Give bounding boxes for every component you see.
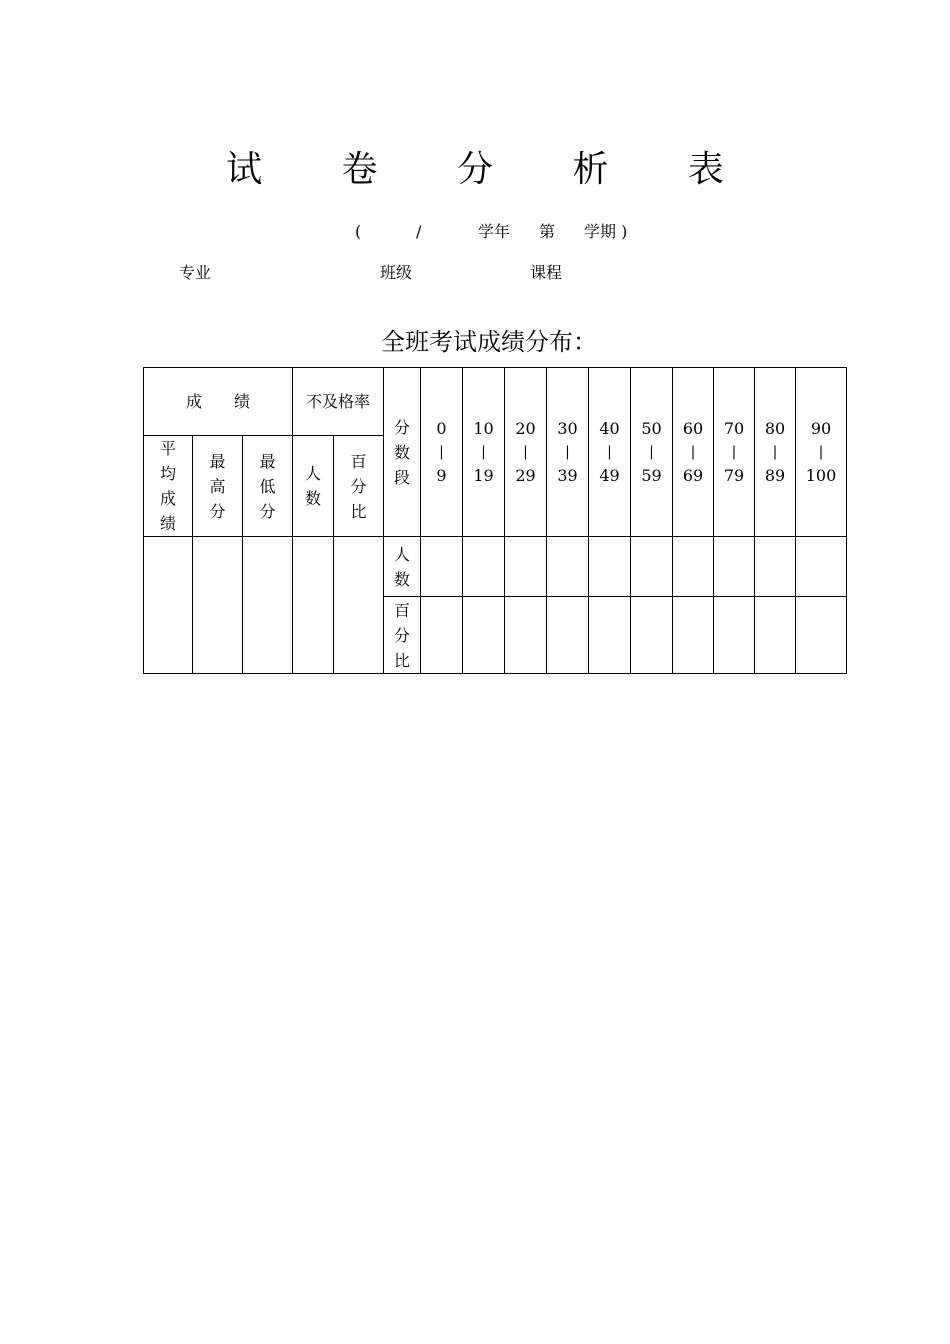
range-header: 70 | 79 <box>714 368 755 537</box>
percent-cell[interactable] <box>589 597 631 674</box>
count-cell[interactable] <box>714 537 755 597</box>
term-semester: 学期 ) <box>584 222 628 241</box>
row-label-count: 人 数 <box>384 537 421 597</box>
field-course-label: 课程 <box>530 263 563 282</box>
range-header: 30 | 39 <box>547 368 589 537</box>
percent-cell[interactable] <box>463 597 505 674</box>
range-header: 40 | 49 <box>589 368 631 537</box>
count-cell[interactable] <box>505 537 547 597</box>
term-ordinal: 第 <box>539 222 556 241</box>
col-highest-score: 最 高 分 <box>193 436 243 537</box>
range-header: 90 | 100 <box>796 368 847 537</box>
count-cell[interactable] <box>589 537 631 597</box>
term-school-year: 学年 <box>478 222 511 241</box>
percent-cell[interactable] <box>421 597 463 674</box>
col-fail-percent: 百 分 比 <box>334 436 384 537</box>
count-cell[interactable] <box>463 537 505 597</box>
percent-cell[interactable] <box>631 597 673 674</box>
field-class-label: 班级 <box>380 263 413 282</box>
row-label-percent: 百 分 比 <box>384 597 421 674</box>
count-cell[interactable] <box>796 537 847 597</box>
fail-count-cell[interactable] <box>293 537 334 674</box>
highest-score-cell[interactable] <box>193 537 243 674</box>
count-cell[interactable] <box>673 537 714 597</box>
col-fail-count: 人 数 <box>293 436 334 537</box>
percent-cell[interactable] <box>505 597 547 674</box>
range-header: 10 | 19 <box>463 368 505 537</box>
range-header: 50 | 59 <box>631 368 673 537</box>
percent-cell[interactable] <box>714 597 755 674</box>
header-score: 成 绩 <box>144 368 293 436</box>
percent-cell[interactable] <box>796 597 847 674</box>
count-cell[interactable] <box>631 537 673 597</box>
col-average-score: 平 均 成 绩 <box>144 436 193 537</box>
header-fail-rate: 不及格率 <box>293 368 384 436</box>
lowest-score-cell[interactable] <box>243 537 293 674</box>
percent-cell[interactable] <box>755 597 796 674</box>
term-slash: / <box>416 222 422 241</box>
average-score-cell[interactable] <box>144 537 193 674</box>
section-title: 全班考试成绩分布： <box>381 328 597 356</box>
score-distribution-table <box>143 367 847 674</box>
fail-percent-cell[interactable] <box>334 537 384 674</box>
header-segment: 分 数 段 <box>384 368 421 537</box>
col-lowest-score: 最 低 分 <box>243 436 293 537</box>
percent-cell[interactable] <box>547 597 589 674</box>
range-header: 60 | 69 <box>673 368 714 537</box>
percent-cell[interactable] <box>673 597 714 674</box>
count-cell[interactable] <box>755 537 796 597</box>
field-major-label: 专业 <box>179 263 212 282</box>
count-cell[interactable] <box>547 537 589 597</box>
page-title: 试 卷 分 析 表 <box>226 149 758 190</box>
range-header: 0 | 9 <box>421 368 463 537</box>
range-header: 80 | 89 <box>755 368 796 537</box>
count-cell[interactable] <box>421 537 463 597</box>
term-open-paren: ( <box>355 222 362 241</box>
range-header: 20 | 29 <box>505 368 547 537</box>
